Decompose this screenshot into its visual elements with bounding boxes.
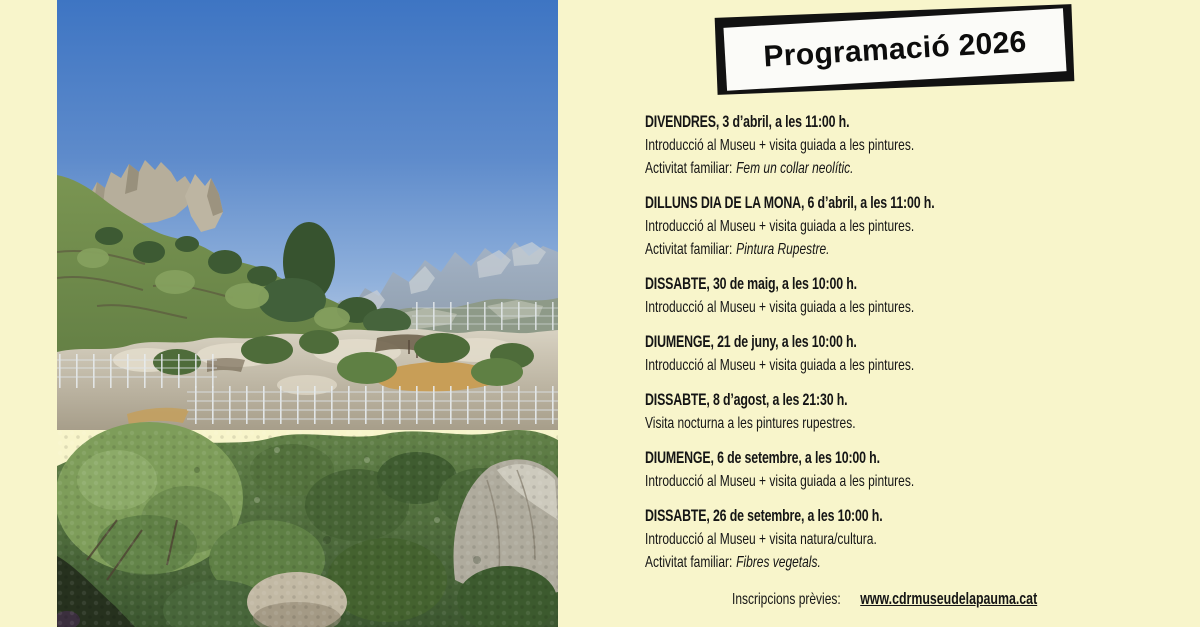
activity-label: Activitat familiar:: [645, 554, 733, 571]
event-item: [645, 447, 1095, 493]
event-heading: DISSABTE, 26 de setembre, a les 10:00 h.: [645, 507, 883, 525]
website-link[interactable]: www.cdrmuseudelapauma.cat: [860, 590, 1038, 608]
registration-label: Inscripcions prèvies:: [732, 591, 841, 608]
event-description: Introducció al Museu + visita guiada a les pintures.: [645, 218, 915, 235]
event-item: [645, 331, 1095, 377]
activity-name: Fibres vegetals.: [736, 554, 821, 571]
event-heading: DIVENDRES, 3 d’abril, a les 11:00 h.: [645, 113, 850, 131]
event-description: Introducció al Museu + visita guiada a les pintures.: [645, 357, 915, 374]
event-item: [645, 505, 1095, 574]
event-heading: DILLUNS DIA DE LA MONA, 6 d’abril, a les 11:00 h.: [645, 194, 935, 212]
event-activity: [645, 551, 1095, 574]
event-activity: [645, 238, 1095, 261]
event-description: Introducció al Museu + visita guiada a les pintures.: [645, 299, 915, 316]
activity-label: Activitat familiar:: [645, 160, 733, 177]
program-column: [645, 111, 1095, 611]
events-list: [645, 111, 1095, 574]
event-heading: DIUMENGE, 21 de juny, a les 10:00 h.: [645, 333, 857, 351]
event-heading: DISSABTE, 8 d’agost, a les 21:30 h.: [645, 391, 848, 409]
foreground-vegetation: [57, 422, 558, 627]
event-heading: DIUMENGE, 6 de setembre, a les 10:00 h.: [645, 449, 880, 467]
event-description: Introducció al Museu + visita natura/cultura.: [645, 531, 877, 548]
landscape-photo: [57, 0, 558, 627]
event-heading: DISSABTE, 30 de maig, a les 10:00 h.: [645, 275, 857, 293]
activity-label: Activitat familiar:: [645, 241, 733, 258]
event-activity: [645, 157, 1095, 180]
event-description: Visita nocturna a les pintures rupestres.: [645, 415, 856, 432]
activity-name: Fem un collar neolític.: [736, 160, 854, 177]
activity-name: Pintura Rupestre.: [736, 241, 830, 258]
event-item: [645, 111, 1095, 180]
event-item: [645, 273, 1095, 319]
event-item: [645, 192, 1095, 261]
registration-note: [732, 588, 1095, 611]
event-item: [645, 389, 1095, 435]
event-description: Introducció al Museu + visita guiada a les pintures.: [645, 137, 915, 154]
page-title: Programació 2026: [762, 24, 1028, 74]
event-description: Introducció al Museu + visita guiada a les pintures.: [645, 473, 915, 490]
